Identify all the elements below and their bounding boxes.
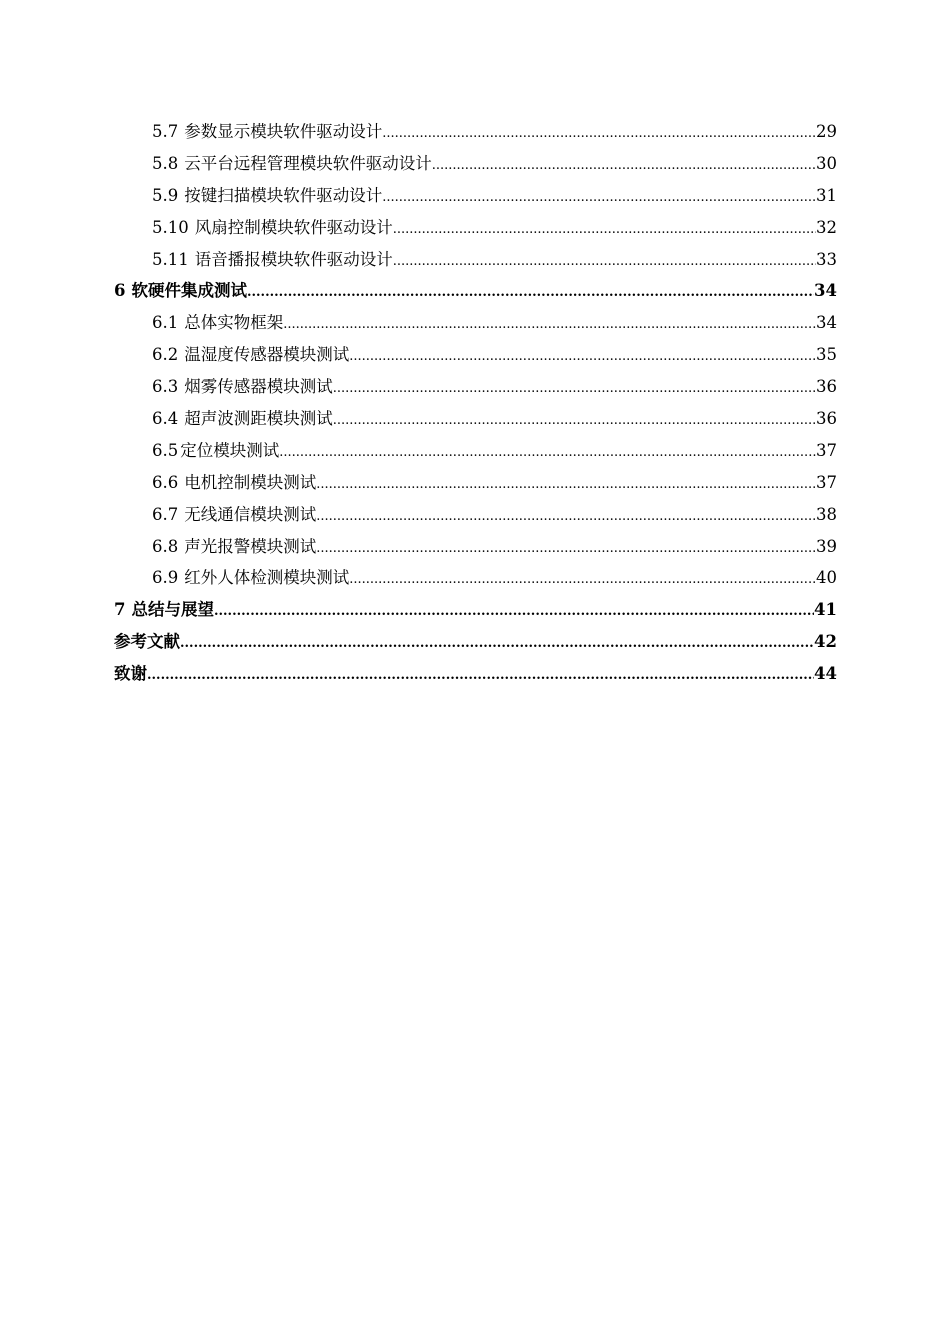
toc-dot-leader xyxy=(279,437,816,469)
toc-entry-title: 电机控制模块测试 xyxy=(184,472,317,492)
toc-chapter-label xyxy=(114,626,180,658)
toc-entry-page: 37 xyxy=(816,472,837,492)
toc-entry-label xyxy=(152,339,349,371)
toc-entry-page: 40 xyxy=(816,568,837,588)
toc-entry-page: 37 xyxy=(816,440,837,460)
toc-dot-leader xyxy=(180,628,814,660)
toc-entry-number: 5.9 xyxy=(152,185,179,205)
toc-entry-page: 31 xyxy=(816,185,837,205)
toc-entry-label xyxy=(152,244,393,276)
toc-entry-number: 5.7 xyxy=(152,122,179,141)
toc-dot-leader xyxy=(432,150,816,182)
toc-entry-label xyxy=(152,212,393,244)
toc-entry[interactable] xyxy=(114,435,837,467)
toc-chapter-page: 44 xyxy=(814,664,837,684)
toc-entry-title: 云平台远程管理模块软件驱动设计 xyxy=(184,153,432,173)
toc-entry-number: 6.2 xyxy=(152,345,179,365)
toc-chapter[interactable] xyxy=(114,594,837,626)
toc-entry-number: 6.6 xyxy=(152,472,179,492)
toc-dot-leader xyxy=(393,246,816,278)
toc-chapter-label xyxy=(114,275,247,307)
toc-entry-page: 32 xyxy=(816,217,837,237)
toc-dot-leader xyxy=(283,309,816,341)
toc-entry-number: 6.3 xyxy=(152,377,179,397)
toc-entry-label xyxy=(152,307,283,339)
toc-entry-title: 参数显示模块软件驱动设计 xyxy=(184,122,383,141)
toc-entry-title: 超声波测距模块测试 xyxy=(184,409,333,429)
toc-chapter-page: 41 xyxy=(814,600,837,620)
toc-entry[interactable] xyxy=(114,148,837,180)
toc-entry-title: 定位模块测试 xyxy=(180,440,280,460)
toc-chapter-label xyxy=(114,594,214,626)
toc-entry-title: 总体实物框架 xyxy=(184,313,284,333)
toc-chapter-title: 总结与展望 xyxy=(131,600,214,620)
toc-dot-leader xyxy=(382,118,816,150)
toc-entry-label xyxy=(152,435,279,467)
toc-dot-leader xyxy=(316,533,816,565)
toc-entry-label xyxy=(152,562,349,594)
toc-entry-title: 烟雾传感器模块测试 xyxy=(184,377,333,397)
toc-entry-title: 无线通信模块测试 xyxy=(184,504,317,524)
toc-dot-leader xyxy=(349,564,816,596)
toc-entry-label xyxy=(152,371,333,403)
toc-entry-number: 5.11 xyxy=(152,249,189,269)
toc-entry-label xyxy=(152,116,382,148)
toc-chapter-label xyxy=(114,658,147,690)
toc-entry-label xyxy=(152,467,316,499)
toc-entry-page: 35 xyxy=(816,345,837,365)
toc-dot-leader xyxy=(214,596,814,628)
toc-dot-leader xyxy=(316,469,816,501)
toc-entry[interactable] xyxy=(114,116,837,148)
toc-entry[interactable] xyxy=(114,371,837,403)
toc-entry[interactable] xyxy=(114,180,837,212)
toc-dot-leader xyxy=(349,341,816,373)
toc-entry-page: 38 xyxy=(816,504,837,524)
toc-entry-title: 风扇控制模块软件驱动设计 xyxy=(194,217,393,237)
toc-entry-page: 36 xyxy=(816,409,837,429)
toc-entry[interactable] xyxy=(114,403,837,435)
toc-entry-title: 声光报警模块测试 xyxy=(184,536,317,556)
table-of-contents xyxy=(114,116,837,690)
toc-entry-label xyxy=(152,499,316,531)
toc-entry-page: 30 xyxy=(816,153,837,173)
toc-chapter[interactable] xyxy=(114,626,837,658)
toc-entry-title: 按键扫描模块软件驱动设计 xyxy=(184,185,383,205)
toc-dot-leader xyxy=(333,373,816,405)
toc-dot-leader xyxy=(316,501,816,533)
toc-entry[interactable] xyxy=(114,212,837,244)
toc-chapter[interactable] xyxy=(114,658,837,690)
toc-entry-number: 6.1 xyxy=(152,313,179,333)
toc-entry-page: 34 xyxy=(816,313,837,333)
toc-entry-page: 29 xyxy=(816,122,837,141)
toc-chapter-title: 软硬件集成测试 xyxy=(131,281,247,301)
toc-chapter-title: 致谢 xyxy=(114,664,147,684)
toc-entry-number: 6.4 xyxy=(152,409,179,429)
toc-dot-leader xyxy=(382,182,816,214)
toc-entry-label xyxy=(152,531,316,563)
toc-entry[interactable] xyxy=(114,467,837,499)
toc-chapter[interactable] xyxy=(114,275,837,307)
toc-entry[interactable] xyxy=(114,244,837,276)
toc-entry-number: 6.7 xyxy=(152,504,179,524)
toc-entry-title: 语音播报模块软件驱动设计 xyxy=(194,249,393,269)
toc-entry-page: 33 xyxy=(816,249,837,269)
toc-chapter-number: 6 xyxy=(114,281,126,301)
toc-dot-leader xyxy=(333,405,816,437)
toc-entry[interactable] xyxy=(114,339,837,371)
toc-entry-label xyxy=(152,148,432,180)
toc-entry[interactable] xyxy=(114,562,837,594)
toc-chapter-number: 7 xyxy=(114,600,126,620)
toc-entry[interactable] xyxy=(114,307,837,339)
toc-entry-page: 36 xyxy=(816,377,837,397)
toc-entry-label xyxy=(152,180,382,212)
toc-dot-leader xyxy=(393,214,816,246)
toc-entry-number: 6.5 xyxy=(152,440,179,460)
toc-entry-title: 红外人体检测模块测试 xyxy=(184,568,350,588)
toc-chapter-page: 42 xyxy=(814,632,837,652)
toc-entry-number: 5.10 xyxy=(152,217,189,237)
toc-entry[interactable] xyxy=(114,499,837,531)
toc-chapter-title: 参考文献 xyxy=(114,632,180,652)
toc-entry-number: 6.8 xyxy=(152,536,179,556)
toc-dot-leader xyxy=(147,660,814,692)
toc-dot-leader xyxy=(247,277,814,309)
toc-chapter-page: 34 xyxy=(814,281,837,301)
toc-entry-label xyxy=(152,403,333,435)
toc-entry-page: 39 xyxy=(816,536,837,556)
toc-entry-number: 5.8 xyxy=(152,153,179,173)
toc-entry[interactable] xyxy=(114,531,837,563)
toc-entry-number: 6.9 xyxy=(152,568,179,588)
toc-entry-title: 温湿度传感器模块测试 xyxy=(184,345,350,365)
